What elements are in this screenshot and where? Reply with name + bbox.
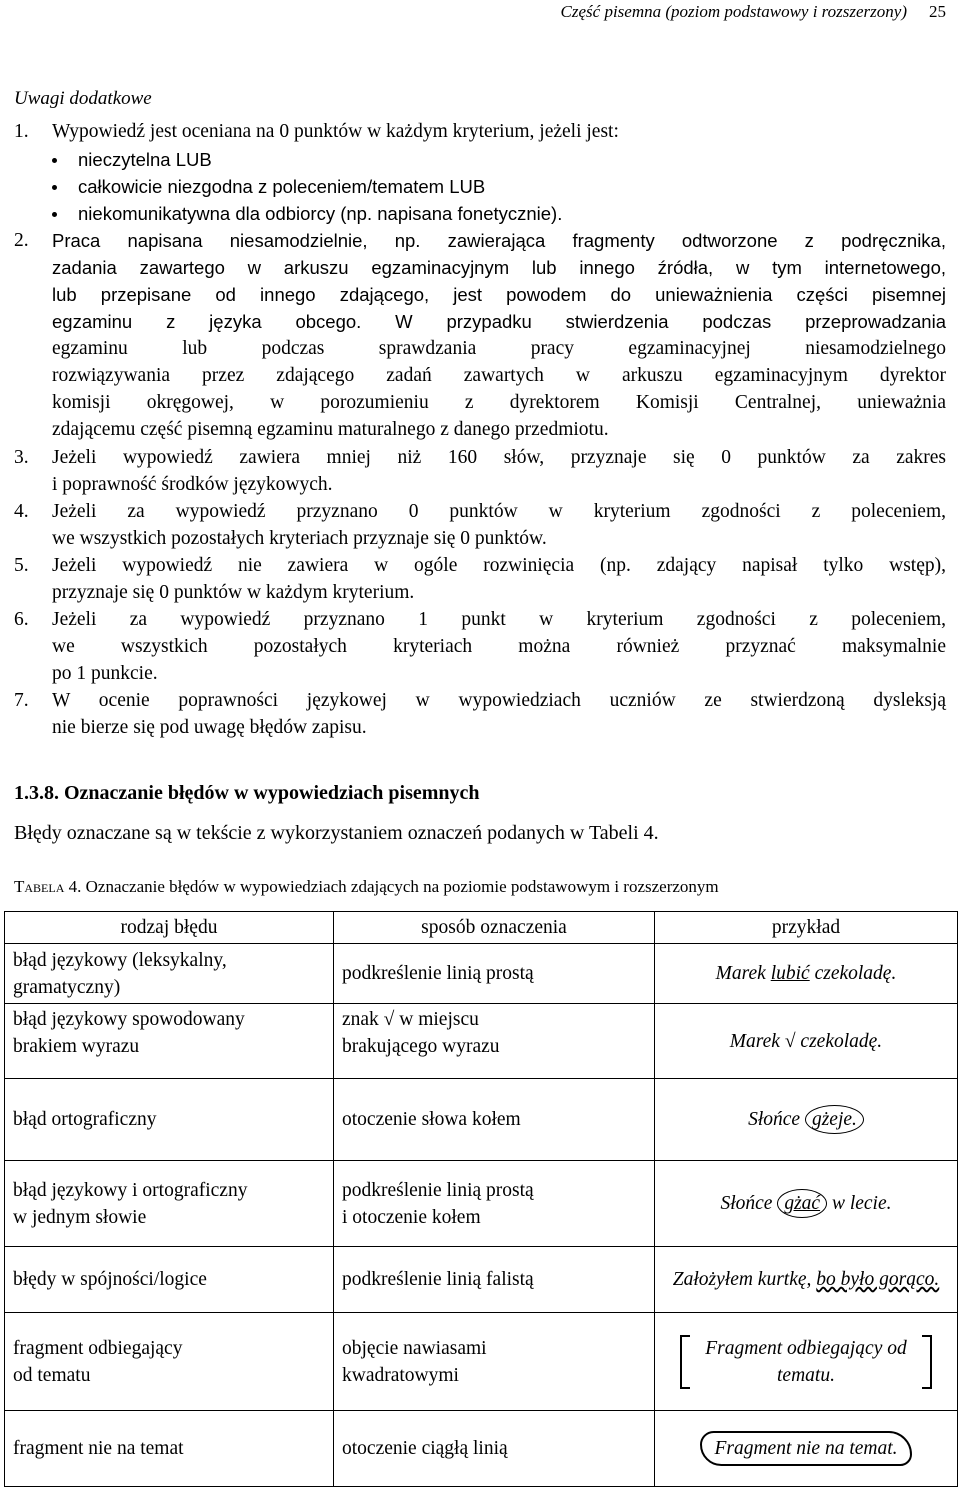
note-line: przyznaje się 0 punktów w każdym kryterium. xyxy=(52,582,415,603)
note-line: Praca napisana niesamodzielnie, np. zawierająca fragmenty odtworzone z podręcznika, xyxy=(52,230,946,251)
table-caption-text: Oznaczanie błędów w wypowiedziach zdających na poziomie podstawowym i rozszerzonym xyxy=(85,877,719,896)
note-line: rozwiązywania przez zdającego zadań zawartych w arkuszu egzaminacyjnym dyrektor xyxy=(52,365,946,386)
note-line: Jeżeli za wypowiedź przyznano 1 punkt w kryterium zgodności z poleceniem, xyxy=(52,609,946,630)
note-line: Jeżeli za wypowiedź przyznano 0 punktów w kryterium zgodności z poleceniem, xyxy=(52,501,946,522)
note-line: zadania zawartego w arkuszu egzaminacyjnym lub innego źródła, w tym internetowego, xyxy=(52,257,946,278)
example-missing-word: Marek √ czekoladę. xyxy=(655,1004,958,1079)
note-line: i poprawność środków językowych. xyxy=(52,474,333,495)
header-title: Część pisemna (poziom podstawowy i rozszerzony) xyxy=(560,2,907,21)
table-header: sposób oznaczenia xyxy=(334,912,655,944)
note-line: we wszystkich pozostałych kryteriach można również przyznać maksymalnie xyxy=(52,636,946,657)
section-title: Uwagi dodatkowe xyxy=(14,88,152,109)
note-line: we wszystkich pozostałych kryteriach przyznaje się 0 punktów. xyxy=(52,528,547,549)
example-underline-circle: Słońce gżać w lecie. xyxy=(655,1161,958,1247)
example-wavy: Założyłem kurtkę, bo było gorąco. xyxy=(655,1247,958,1313)
note-number: 6. xyxy=(14,609,29,630)
note-line: egzaminu lub podczas sprawdzania pracy egzaminacyjnej niesamodzielnego xyxy=(52,338,946,359)
table-row: fragment nie na temat otoczenie ciągłą linią Fragment nie na temat. xyxy=(5,1411,958,1487)
example-brackets: Fragment odbiegający od tematu. xyxy=(655,1313,958,1411)
note-number: 4. xyxy=(14,501,29,522)
note-line: Jeżeli wypowiedź zawiera mniej niż 160 słów, przyznaje się 0 punktów za zakres xyxy=(52,447,946,468)
note-line: komisji okręgowej, w porozumieniu z dyrektorem Komisji Centralnej, unieważnia xyxy=(52,392,946,413)
table-caption xyxy=(14,877,719,897)
table-row: fragment odbiegający od tematu objęcie nawiasami kwadratowymi Fragment odbiegający od tematu. xyxy=(5,1313,958,1411)
table-caption-label: Tabela 4. xyxy=(14,877,82,896)
table-row: błąd językowy i ortograficzny w jednym słowie podkreślenie linią prostą i otoczenie kołem Słońce gżać w lecie. xyxy=(5,1161,958,1247)
example-underline: Marek lubić czekoladę. xyxy=(655,944,958,1004)
table-row: błąd językowy (leksykalny, gramatyczny) podkreślenie linią prostą Marek lubić czekoladę. xyxy=(5,944,958,1004)
note-number: 3. xyxy=(14,447,29,468)
note-line: zdającemu część pisemną egzaminu maturalnego z danego przedmiotu. xyxy=(52,419,609,440)
table-header: rodzaj błędu xyxy=(5,912,334,944)
note-line: po 1 punkcie. xyxy=(52,663,158,684)
note-line: nie bierze się pod uwagę błędów zapisu. xyxy=(52,717,367,738)
table-row: błędy w spójności/logice podkreślenie linią falistą Założyłem kurtkę, bo było gorąco. xyxy=(5,1247,958,1313)
note-line: egzaminu z języka obcego. W przypadku stwierdzenia podczas przeprowadzania xyxy=(52,311,946,332)
note-number: 2. xyxy=(14,230,29,251)
page-number: 25 xyxy=(929,2,946,21)
section-intro: Błędy oznaczane są w tekście z wykorzystaniem oznaczeń podanych w Tabeli 4. xyxy=(14,822,659,844)
table-header: przykład xyxy=(655,912,958,944)
note-number: 7. xyxy=(14,690,29,711)
error-marking-table xyxy=(4,911,958,1487)
section-heading: 1.3.8. Oznaczanie błędów w wypowiedziach pisemnych xyxy=(14,782,480,804)
note-line: W ocenie poprawności językowej w wypowiedziach uczniów ze stwierdzoną dysleksją xyxy=(52,690,946,711)
example-circle: Słońce gżeje. xyxy=(655,1079,958,1161)
note-number: 1. xyxy=(14,121,29,142)
note-line: Jeżeli wypowiedź nie zawiera w ogóle rozwinięcia (np. zdający napisał tylko wstęp), xyxy=(52,555,946,576)
table-row: błąd ortograficzny otoczenie słowa kołem Słońce gżeje. xyxy=(5,1079,958,1161)
table-row: błąd językowy spowodowany brakiem wyrazu znak √ w miejscu brakującego wyrazu Marek √ czekoladę. xyxy=(5,1004,958,1079)
example-cloud: Fragment nie na temat. xyxy=(655,1411,958,1487)
note-line: lub przepisane od innego zdającego, jest powodem do unieważnienia części pisemnej xyxy=(52,284,946,305)
note-number: 5. xyxy=(14,555,29,576)
page-header xyxy=(561,0,946,24)
note-text: Wypowiedź jest oceniana na 0 punktów w każdym kryterium, jeżeli jest: xyxy=(52,121,619,142)
